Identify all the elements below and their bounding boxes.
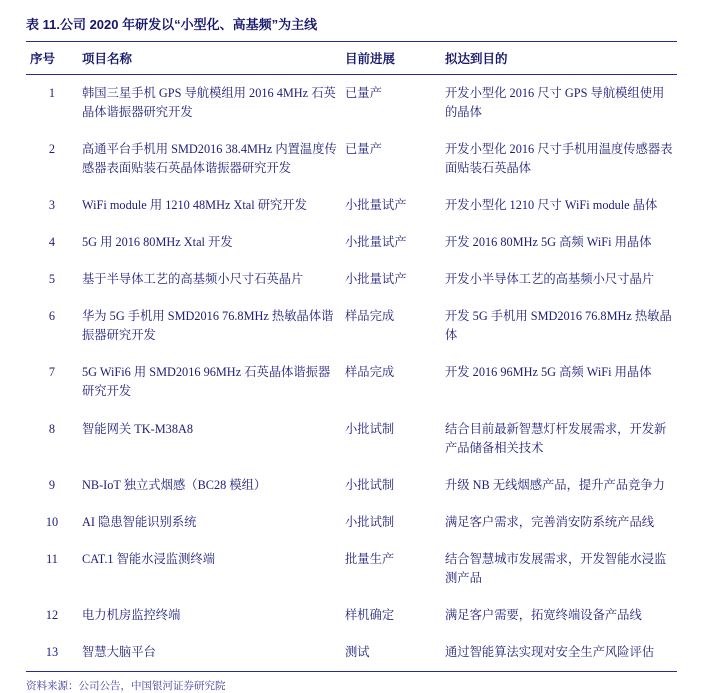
table-row (26, 411, 677, 467)
cell-no: 5 (48, 272, 56, 287)
cell-project-name: AI 隐患智能识别系统 (82, 514, 197, 529)
cell-goal: 开发小型化 1210 尺寸 WiFi module 晶体 (445, 198, 658, 213)
cell-progress: 小批量试产 (345, 272, 407, 287)
table-row (26, 354, 677, 410)
table-title: 表 11.公司 2020 年研发以“小型化、高基频”为主线 (26, 17, 318, 32)
cell-no: 12 (45, 607, 59, 622)
cell-goal: 满足客户需要，拓宽终端设备产品线 (445, 607, 642, 622)
cell-project-name: 电力机房监控终端 (82, 607, 181, 622)
cell-no: 3 (48, 198, 56, 213)
research-projects-body (26, 75, 677, 671)
cell-progress: 已量产 (345, 142, 382, 157)
cell-progress: 样机确定 (345, 607, 395, 622)
cell-project-name: CAT.1 智能水浸监测终端 (82, 551, 215, 566)
cell-no: 4 (48, 235, 56, 250)
cell-no: 11 (46, 551, 58, 566)
table-row (26, 187, 677, 224)
cell-project-name: 韩国三星手机 GPS 导航模组用 2016 4MHz 石英晶体谐振器研究开发 (82, 86, 336, 120)
column-header-progress: 目前进展 (345, 52, 396, 66)
column-header-goal: 拟达到目的 (445, 52, 508, 66)
cell-goal: 满足客户需求，完善消安防系统产品线 (445, 514, 655, 529)
cell-no: 13 (45, 644, 59, 659)
cell-progress: 小批量试产 (345, 198, 407, 213)
cell-no: 9 (48, 477, 56, 492)
cell-progress: 小批量试产 (345, 235, 407, 250)
cell-goal: 结合目前最新智慧灯杆发展需求，开发新产品储备相关技术 (445, 421, 667, 455)
table-header (26, 42, 677, 74)
table-row (26, 131, 677, 187)
cell-goal: 升级 NB 无线烟感产品，提升产品竞争力 (445, 477, 665, 492)
cell-project-name: 智能网关 TK-M38A8 (82, 421, 194, 436)
cell-project-name: 华为 5G 手机用 SMD2016 76.8MHz 热敏晶体谐振器研究开发 (82, 309, 334, 343)
cell-progress: 小批试制 (345, 514, 395, 529)
research-projects-table (26, 42, 677, 74)
cell-goal: 结合智慧城市发展需求，开发智能水浸监测产品 (445, 551, 667, 585)
cell-goal: 开发 2016 80MHz 5G 高频 WiFi 用晶体 (445, 235, 652, 250)
table-row (26, 298, 677, 354)
cell-project-name: 智慧大脑平台 (82, 644, 156, 659)
cell-project-name: NB-IoT 独立式烟感（BC28 模组） (82, 477, 267, 492)
cell-progress: 样品完成 (345, 309, 395, 324)
cell-progress: 已量产 (345, 86, 382, 100)
cell-progress: 批量生产 (345, 551, 395, 566)
cell-progress: 小批试制 (345, 421, 395, 436)
cell-goal: 开发小型化 2016 尺寸手机用温度传感器表面贴装石英晶体 (445, 142, 673, 176)
cell-no: 7 (48, 365, 56, 380)
cell-project-name: 高通平台手机用 SMD2016 38.4MHz 内置温度传感器表面贴装石英晶体谐振器研究开发 (82, 142, 337, 176)
cell-goal: 开发小型化 2016 尺寸 GPS 导航模组使用的晶体 (445, 86, 665, 120)
cell-project-name: 基于半导体工艺的高基频小尺寸石英晶片 (82, 272, 304, 287)
cell-no: 10 (45, 514, 59, 529)
table-row (26, 261, 677, 298)
column-header-project-name: 项目名称 (82, 52, 133, 66)
column-header-no: 序号 (30, 52, 56, 66)
table-source-note: 资料来源：公司公告，中国银河证券研究院 (26, 679, 226, 692)
cell-no: 8 (48, 421, 56, 436)
table-row (26, 75, 677, 131)
cell-progress: 样品完成 (345, 365, 395, 380)
table-row (26, 634, 677, 671)
cell-progress: 测试 (345, 644, 370, 659)
cell-goal: 通过智能算法实现对安全生产风险评估 (445, 644, 655, 659)
cell-project-name: WiFi module 用 1210 48MHz Xtal 研究开发 (82, 198, 307, 213)
table-row (26, 504, 677, 541)
cell-goal: 开发小半导体工艺的高基频小尺寸晶片 (445, 272, 655, 287)
table-row (26, 224, 677, 261)
table-row (26, 597, 677, 634)
cell-goal: 开发 5G 手机用 SMD2016 76.8MHz 热敏晶体 (445, 309, 672, 343)
cell-no: 6 (48, 309, 56, 324)
cell-progress: 小批试制 (345, 477, 395, 492)
table-header-row (26, 42, 677, 74)
cell-project-name: 5G 用 2016 80MHz Xtal 开发 (82, 235, 233, 250)
cell-no: 2 (48, 142, 56, 157)
table-row (26, 541, 677, 597)
table-row (26, 467, 677, 504)
cell-goal: 开发 2016 96MHz 5G 高频 WiFi 用晶体 (445, 365, 652, 380)
cell-project-name: 5G WiFi6 用 SMD2016 96MHz 石英晶体谐振器研究开发 (82, 365, 331, 399)
cell-no: 1 (48, 86, 56, 100)
table-body (26, 75, 677, 671)
